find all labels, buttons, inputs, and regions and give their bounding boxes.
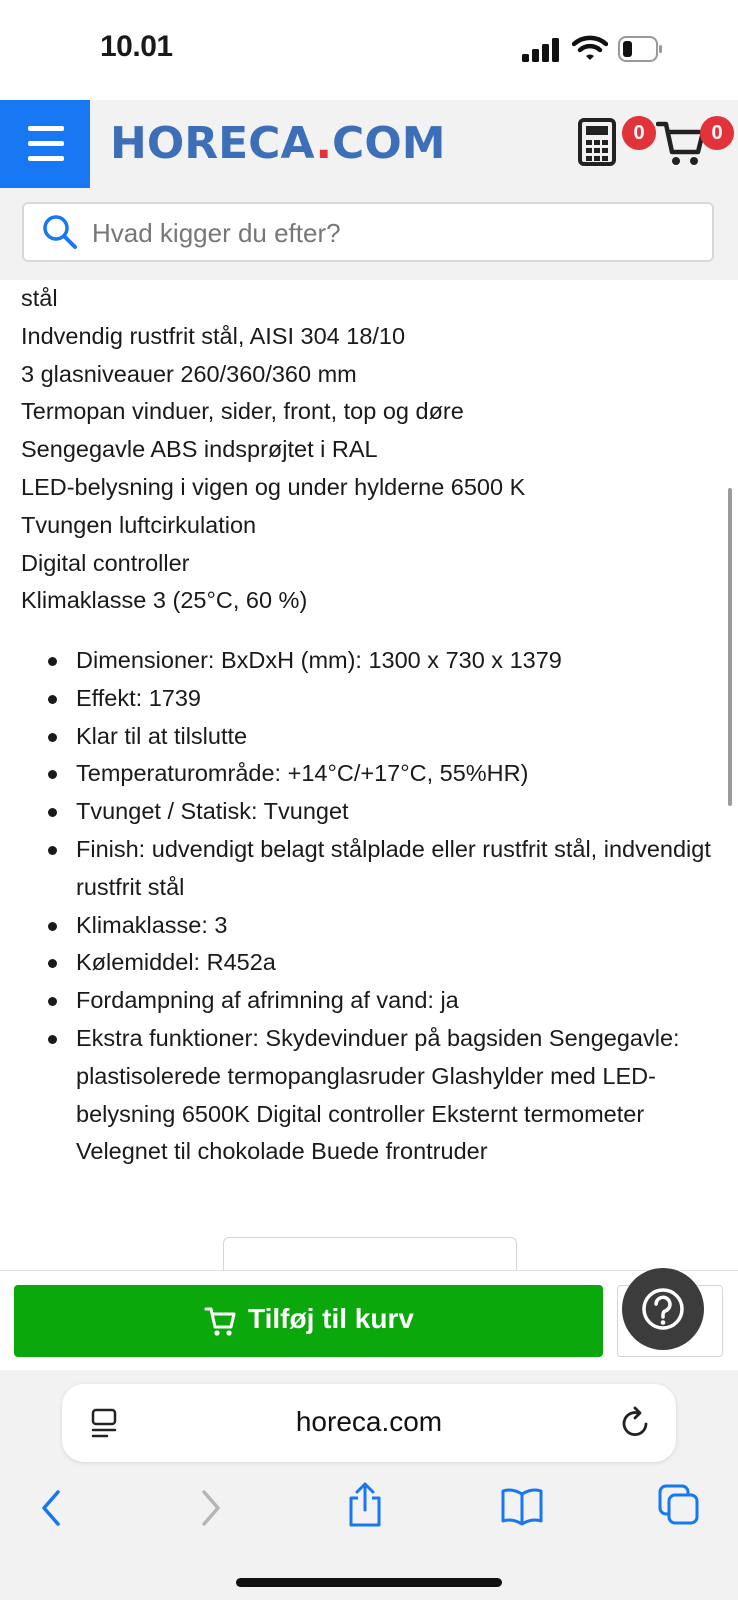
cart-count-badge: 0 (700, 116, 734, 150)
cart-icon (656, 118, 706, 168)
spec-item: Kølemiddel: R452a (21, 944, 721, 982)
description-lines (21, 280, 525, 620)
spec-item: Effekt: 1739 (21, 680, 721, 718)
spec-item: Klar til at tilslutte (21, 718, 721, 756)
cart-icon (204, 1305, 236, 1337)
status-time: 10.01 (100, 30, 173, 63)
search-input[interactable] (22, 202, 714, 262)
add-to-cart-button[interactable] (14, 1285, 603, 1357)
cellular-signal-icon (522, 38, 562, 62)
description-line: stål (21, 285, 58, 311)
add-to-cart-label: Tilføj til kurv (248, 1303, 414, 1334)
search-placeholder: Hvad kigger du efter? (92, 218, 341, 248)
calculator-count-badge: 0 (622, 116, 656, 150)
forward-icon[interactable] (196, 1488, 224, 1528)
calculator-button[interactable] (578, 118, 645, 170)
spec-item: Ekstra funktioner: Skydevinduer på bagsiden Sengegavle: plastisolerede termopanglasruder Glashylder med LED-belysning 6500K Digital controller Eksternt termometer Velegnet til chokolade Buede frontruder (21, 1020, 721, 1171)
address-bar[interactable] (62, 1384, 676, 1462)
share-icon[interactable] (346, 1482, 384, 1528)
reload-icon[interactable] (620, 1406, 652, 1440)
product-description (0, 280, 738, 1270)
spec-item: Klimaklasse: 3 (21, 907, 721, 945)
spec-item: Dimensioner: BxDxH (mm): 1300 x 730 x 1379 (21, 642, 721, 680)
spec-item: Tvunget / Statisk: Tvunget (21, 793, 721, 831)
description-line: Digital controller (21, 549, 190, 576)
spec-list (21, 642, 721, 1171)
description-line: Tvungen luftcirkulation (21, 511, 257, 538)
url-text: horeca.com (295, 1406, 443, 1437)
battery-icon (618, 36, 664, 62)
cart-button[interactable] (656, 118, 723, 170)
spec-item: Finish: udvendigt belagt stålplade eller rustfrit stål, indvendigt rustfrit stål (21, 831, 721, 907)
scrollbar[interactable] (728, 488, 732, 806)
partial-content-box (223, 1237, 517, 1270)
hamburger-menu-button[interactable] (0, 100, 90, 188)
question-icon (622, 1268, 704, 1350)
spec-item: Fordampning af afrimning af vand: ja (21, 982, 721, 1020)
description-line: Sengegavle ABS indsprøjtet i RAL (21, 436, 378, 463)
calculator-icon (578, 118, 618, 166)
search-area (0, 188, 738, 280)
horeca-logo[interactable]: HORECA.COM (110, 118, 446, 169)
status-bar (0, 0, 738, 100)
browser-toolbar (0, 1370, 738, 1600)
home-indicator (236, 1578, 502, 1587)
help-button[interactable] (622, 1268, 704, 1350)
bookmarks-icon[interactable] (500, 1486, 544, 1526)
description-line: Termopan vinduer, sider, front, top og døre (21, 398, 464, 425)
search-icon (42, 214, 78, 250)
tabs-icon[interactable] (658, 1484, 700, 1526)
site-header (0, 100, 738, 188)
description-line: Klimaklasse 3 (25°C, 60 %) (21, 587, 308, 614)
description-line: Indvendig rustfrit stål, AISI 304 18/10 (21, 322, 406, 349)
description-line: 3 glasniveauer 260/360/360 mm (21, 360, 357, 387)
wifi-icon (572, 34, 608, 62)
back-icon[interactable] (38, 1488, 66, 1528)
spec-item: Temperaturområde: +14°C/+17°C, 55%HR) (21, 755, 721, 793)
description-line: LED-belysning i vigen og under hylderne 6500 K (21, 473, 526, 500)
